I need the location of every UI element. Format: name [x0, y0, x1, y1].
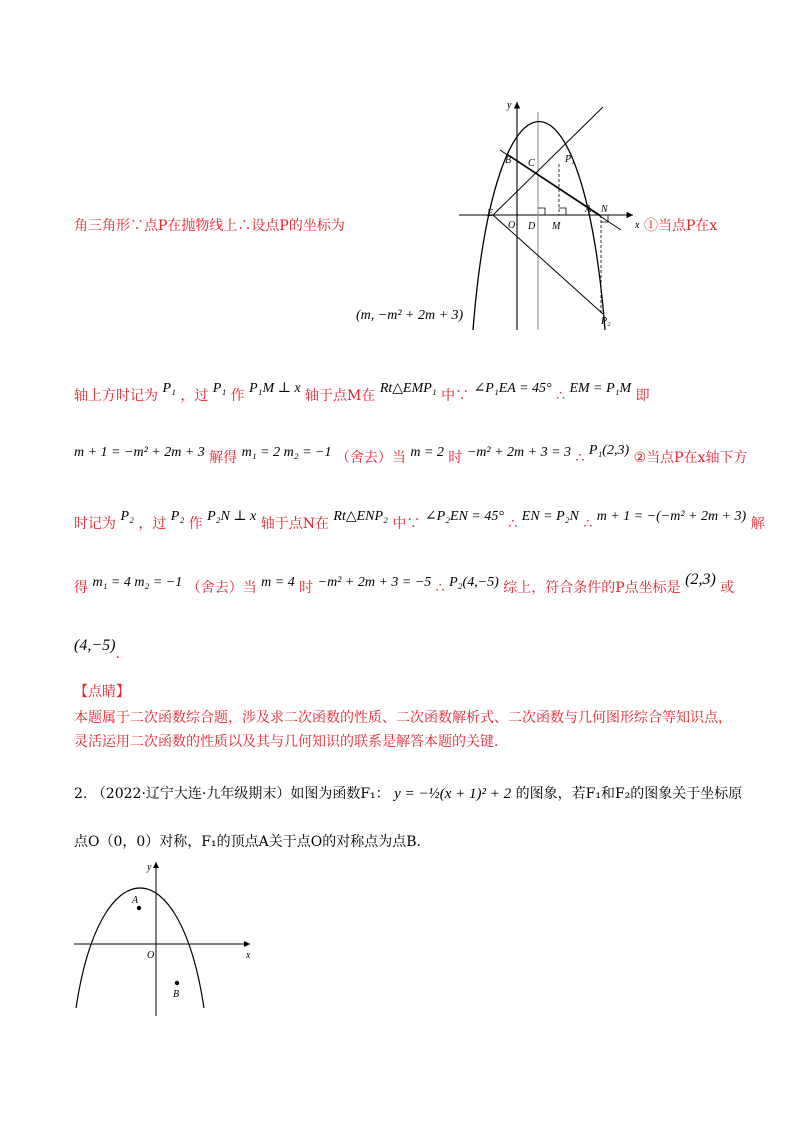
problem-2-line-2: 点O（0，0）对称，F₁的顶点A关于点O的对称点为点B. — [74, 834, 421, 850]
label-b: B — [505, 155, 512, 166]
label-a: A — [585, 204, 592, 215]
point-a — [137, 906, 141, 910]
label-y: y — [147, 862, 152, 873]
math-perpendicular: P₁M ⊥ x — [249, 381, 301, 396]
problem-2-line-1 — [74, 784, 742, 804]
text-segment: 时 — [448, 450, 463, 466]
text-segment: 综上，符合条件的P点坐标是 — [503, 580, 681, 596]
text-segment: 解得 — [209, 450, 238, 466]
math-equation: m + 1 = −m² + 2m + 3 — [74, 445, 205, 460]
review-heading: 【点睛】 — [74, 684, 130, 700]
text-segment: 或 — [720, 580, 735, 596]
math-triangle: Rt△EMP₁ — [379, 381, 437, 396]
text-segment: ∴ — [575, 450, 585, 466]
parabola-curve — [76, 888, 204, 1008]
solution-line-1-start: 角三角形∵点P在抛物线上∴设点P的坐标为 — [74, 218, 345, 234]
math-equation: EM = P₁M — [569, 381, 632, 396]
solution-line-6 — [74, 637, 120, 664]
label-o: O — [147, 950, 155, 961]
text-segment: 中∵ — [441, 388, 470, 404]
solution-line-2 — [74, 381, 650, 407]
parabola-curve — [473, 122, 605, 331]
label-d: D — [528, 221, 536, 232]
math-equation: EN = P₂N — [521, 509, 579, 524]
label-p1: P₁ — [565, 154, 575, 165]
problem-text: 的图象，若F₁和F₂的图象关于坐标原 — [515, 786, 743, 802]
math-expression: −m² + 2m + 3 = 3 — [466, 445, 572, 460]
math-triangle: Rt△ENP₂ — [333, 509, 388, 524]
text-segment: 轴于点M在 — [305, 388, 376, 404]
label-b: B — [173, 989, 180, 1000]
review-body: 本题属于二次函数综合题，涉及求二次函数的性质、二次函数解析式、二次函数与几何图形综合等知识点，灵活运用二次函数的性质以及其与几何知识的联系是解答本题的关键. — [74, 710, 732, 750]
label-a: A — [132, 895, 139, 906]
figure-parabola-f1 — [70, 858, 260, 1020]
label-x: x — [246, 950, 251, 961]
math-p2: P₂ — [170, 509, 185, 524]
text-segment: ，过 — [138, 516, 167, 532]
text-segment: （舍去）当 — [335, 450, 406, 466]
math-point: (2,3) — [685, 571, 716, 588]
math-roots: m₁ = 4 m₂ = −1 — [92, 575, 183, 590]
right-angle-m — [559, 208, 566, 215]
math-point: P₂(4,−5) — [449, 575, 499, 590]
label-e: E — [487, 208, 494, 219]
text-segment: ②当点P在x轴下方 — [633, 450, 748, 466]
right-angle-d — [538, 208, 545, 215]
solution-line-4 — [74, 509, 765, 535]
math-p1: P₁ — [212, 381, 227, 396]
text-segment: 中∵ — [392, 516, 421, 532]
math-angle: ∠P₁EA = 45° — [473, 381, 552, 396]
text-segment: ∴ — [583, 516, 593, 532]
text-segment: ∴ — [508, 516, 518, 532]
label-m: M — [552, 221, 561, 232]
problem-formula: y = −½(x + 1)² + 2 — [394, 786, 512, 802]
math-p2: P₂ — [120, 509, 134, 524]
math-angle: ∠P₂EN = 45° — [424, 509, 504, 524]
text-segment: 解 — [750, 516, 765, 532]
text-segment: 即 — [635, 388, 650, 404]
text-segment: 作 — [230, 388, 245, 404]
label-c: C — [528, 158, 535, 169]
text-segment: ，过 — [180, 388, 209, 404]
solution-line-3 — [74, 443, 748, 469]
text-segment: 时 — [299, 580, 314, 596]
text-segment: 轴于点N在 — [260, 516, 329, 532]
text-segment: . — [115, 646, 120, 662]
text-segment: 时记为 — [74, 516, 116, 532]
figure-parabola-lines — [455, 92, 655, 337]
math-perpendicular: P₂N ⊥ x — [207, 509, 257, 524]
text-segment: ∴ — [435, 580, 445, 596]
math-p1: P₁ — [162, 381, 176, 396]
label-x: x — [635, 220, 640, 231]
solution-line-5 — [74, 571, 735, 599]
text-segment: （舍去）当 — [186, 580, 257, 596]
math-equation: m + 1 = −(−m² + 2m + 3) — [596, 509, 747, 524]
solution-line-1-end: ①当点P在x — [644, 218, 718, 234]
math-m-value: m = 2 — [410, 445, 444, 460]
math-point: P₁(2,3) — [588, 443, 630, 458]
text-segment: 得 — [74, 580, 88, 596]
text-segment: 作 — [188, 516, 203, 532]
math-point: (4,−5) — [74, 637, 116, 654]
math-expression: −m² + 2m + 3 = −5 — [317, 575, 432, 590]
label-y: y — [507, 100, 512, 111]
label-p2: P₂ — [601, 316, 611, 327]
label-n: N — [601, 204, 608, 215]
label-o: O — [508, 220, 516, 231]
point-b — [175, 981, 179, 985]
math-roots: m₁ = 2 m₂ = −1 — [241, 445, 332, 460]
problem-source: （2022·辽宁大连·九年级期末）如图为函数F₁： — [91, 786, 390, 802]
text-segment: 轴上方时记为 — [74, 388, 158, 404]
point-coordinate: (m, −m² + 2m + 3) — [356, 308, 464, 323]
math-m-value: m = 4 — [261, 575, 295, 590]
problem-number: 2. — [74, 786, 88, 802]
text-segment: ∴ — [556, 388, 565, 404]
